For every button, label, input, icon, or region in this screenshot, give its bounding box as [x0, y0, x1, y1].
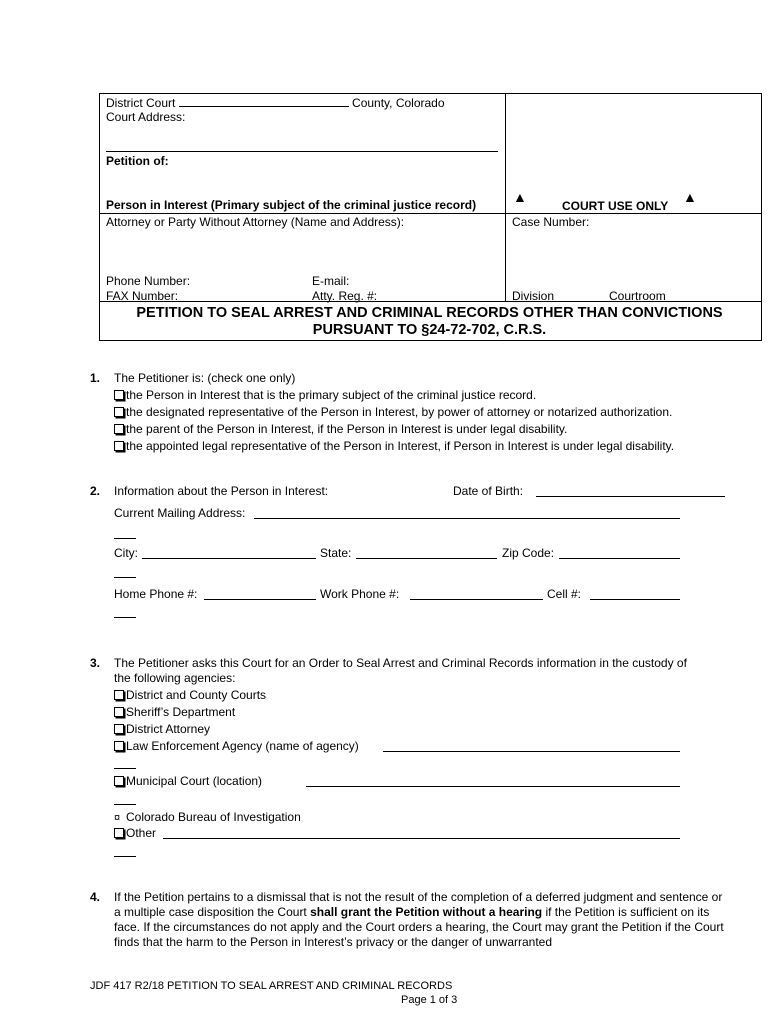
home-phone-label: Home Phone #: [114, 587, 198, 601]
checkbox-icon[interactable] [114, 690, 124, 700]
checkbox-icon[interactable] [114, 828, 124, 838]
court-address-label: Court Address: [106, 110, 186, 124]
document-title-line1: PETITION TO SEAL ARREST AND CRIMINAL RECORDS OTHER THAN CONVICTIONS [136, 305, 723, 321]
court-use-only-label: COURT USE ONLY [562, 199, 669, 213]
division-label: Division [512, 289, 555, 303]
document-title-line2: PURSUANT TO §24-72-702, C.R.S. [312, 322, 547, 338]
person-in-interest-label: Person in Interest (Primary subject of the criminal justice record) [106, 198, 477, 212]
agency-option[interactable]: District and County Courts [114, 688, 266, 702]
footer-form-id: JDF 417 R2/18 PETITION TO SEAL ARREST AND CRIMINAL RECORDS [90, 980, 453, 992]
phone-line-continuation[interactable] [114, 617, 136, 618]
up-triangle-icon: ▲ [683, 189, 697, 205]
cell-field[interactable] [590, 599, 680, 600]
home-phone-field[interactable] [204, 599, 316, 600]
up-triangle-icon: ▲ [513, 189, 527, 205]
petitioner-option[interactable]: the parent of the Person in Interest, if the Person in Interest is under legal disability. [114, 422, 567, 436]
petitioner-option[interactable]: the Person in Interest that is the primary subject of the criminal justice record. [114, 388, 536, 402]
section-3-intro-line2: the following agencies: [114, 671, 236, 685]
case-number-label: Case Number: [512, 215, 590, 229]
section-1-intro: The Petitioner is: (check one only) [114, 371, 296, 385]
agency-option[interactable]: District Attorney [114, 722, 210, 736]
address-line-continuation[interactable] [114, 577, 136, 578]
petition-of-label: Petition of: [106, 154, 169, 168]
municipal-court-continuation[interactable] [114, 804, 136, 805]
district-court-name-field[interactable] [179, 95, 349, 107]
section-3-number: 3. [90, 656, 101, 670]
email-label: E-mail: [312, 274, 350, 288]
agency-option[interactable]: Sheriff’s Department [114, 705, 235, 719]
section-4-paragraph: If the Petition pertains to a dismissal that is not the result of the completion of a deferred judgment and sentence or a multiple case disposition the Court shall grant the Petition without a hearing if the Petition is sufficient on its face. If the circumstances do not apply and the Court orders a hearing, the Court may grant the Petition if the Court finds that the harm to the Person in Interest’s privacy or the danger of unwarranted [114, 890, 724, 949]
agency-option[interactable]: Municipal Court (location) [114, 774, 262, 788]
section-2-intro: Information about the Person in Interest: [114, 484, 329, 498]
section-4-number: 4. [90, 890, 101, 904]
checkbox-icon[interactable] [114, 724, 124, 734]
caption-divider-1 [99, 213, 761, 214]
law-enforcement-continuation[interactable] [114, 768, 136, 769]
checkbox-icon[interactable] [114, 776, 124, 786]
work-phone-field[interactable] [410, 599, 543, 600]
checkbox-icon[interactable] [114, 441, 124, 451]
courtroom-label: Courtroom [609, 289, 666, 303]
zip-label: Zip Code: [502, 546, 555, 560]
district-court-label: District Court County, Colorado [106, 96, 445, 110]
dob-label: Date of Birth: [453, 484, 524, 498]
section-1-number: 1. [90, 371, 101, 385]
footer-page-number: Page 1 of 3 [401, 994, 458, 1006]
zip-field[interactable] [559, 558, 680, 559]
section-2-number: 2. [90, 484, 101, 498]
other-agency-field[interactable] [163, 838, 680, 839]
city-label: City: [114, 546, 138, 560]
attorney-label: Attorney or Party Without Attorney (Name and Address): [106, 215, 405, 229]
mailing-address-label: Current Mailing Address: [114, 506, 246, 520]
fax-label: FAX Number: [106, 289, 179, 303]
checkbox-icon[interactable] [114, 741, 124, 751]
mailing-address-field[interactable] [254, 518, 680, 519]
other-agency-continuation[interactable] [114, 856, 136, 857]
agency-option[interactable]: Law Enforcement Agency (name of agency) [114, 739, 359, 753]
checkbox-icon[interactable] [114, 407, 124, 417]
municipal-court-field[interactable] [306, 786, 680, 787]
state-field[interactable] [356, 558, 497, 559]
atty-reg-label: Atty. Reg. #: [312, 289, 378, 303]
city-field[interactable] [142, 558, 316, 559]
work-phone-label: Work Phone #: [320, 587, 400, 601]
agency-option[interactable]: Other [114, 826, 156, 840]
petitioner-option[interactable]: the designated representative of the Person in Interest, by power of attorney or notarized authorization. [114, 405, 672, 419]
petitioner-option[interactable]: the appointed legal representative of the Person in Interest, if Person in Interest is under legal disability. [114, 439, 674, 453]
dob-field[interactable] [536, 496, 725, 497]
checkbox-icon[interactable] [114, 707, 124, 717]
section-3-intro-line1: The Petitioner asks this Court for an Order to Seal Arrest and Criminal Records information in the custody of [114, 656, 687, 670]
caption-divider-vertical [505, 93, 506, 301]
phone-label: Phone Number: [106, 274, 191, 288]
mailing-address-continuation[interactable] [114, 538, 136, 539]
checkbox-checked-icon[interactable]: ¤ [114, 812, 121, 824]
cell-label: Cell #: [547, 587, 582, 601]
checkbox-icon[interactable] [114, 390, 124, 400]
agency-option[interactable]: ¤ Colorado Bureau of Investigation [114, 810, 301, 824]
checkbox-icon[interactable] [114, 424, 124, 434]
court-address-line[interactable] [106, 151, 498, 152]
state-label: State: [320, 546, 352, 560]
law-enforcement-agency-field[interactable] [383, 751, 680, 752]
